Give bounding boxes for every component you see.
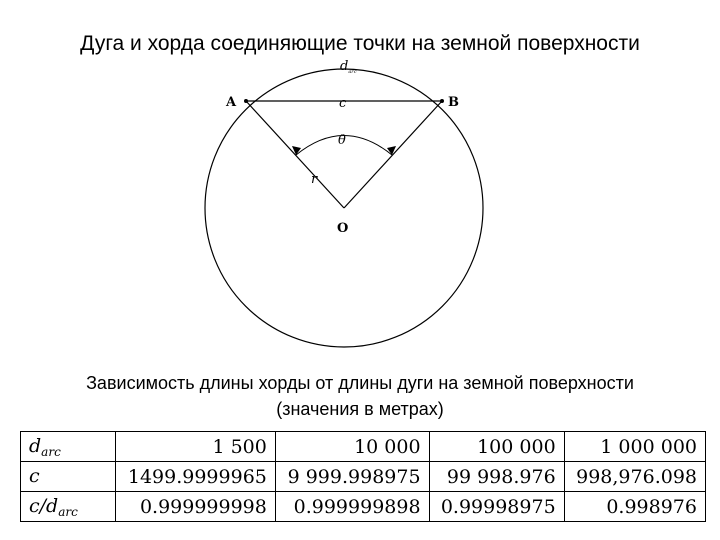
arc-chord-table	[20, 431, 706, 522]
page-title: Дуга и хорда соединяющие точки на земной поверхности	[80, 32, 640, 55]
table-cell: 0.999999898	[275, 492, 429, 522]
point-a-label: A	[226, 95, 237, 110]
table-cell: 99 998.976	[429, 462, 564, 492]
table-cell: 1 000 000	[564, 432, 705, 462]
table-cell: 0.998976	[564, 492, 705, 522]
table-cell: 998,976.098	[564, 462, 705, 492]
table-cell: 100 000	[429, 432, 564, 462]
row-header: $d_{arc}$	[21, 432, 116, 462]
table-cell: 10 000	[275, 432, 429, 462]
table-caption-line2: (значения в метрах)	[276, 399, 444, 419]
table-caption	[0, 370, 720, 422]
table-cell: 0.999999998	[116, 492, 276, 522]
chord-label: c	[339, 96, 347, 111]
table-cell: 0.99998975	[429, 492, 564, 522]
table-cell: 9 999.998975	[275, 462, 429, 492]
angle-arrowhead-right	[387, 146, 396, 155]
angle-arrowhead-left	[292, 146, 301, 155]
table-row	[21, 492, 706, 522]
row-header: c	[21, 462, 116, 492]
table-row	[21, 462, 706, 492]
point-b	[440, 99, 444, 103]
point-b-label: B	[448, 95, 459, 110]
table-row	[21, 432, 706, 462]
table-cell: 1499.9999965	[116, 462, 276, 492]
table-caption-line1: Зависимость длины хорды от длины дуги на земной поверхности	[86, 373, 634, 393]
point-a	[244, 99, 248, 103]
center-label: O	[337, 221, 349, 236]
angle-label: θ	[338, 133, 346, 148]
table-cell: 1 500	[116, 432, 276, 462]
arc-label: $d_{arc}$	[340, 59, 357, 75]
row-header: $c/d_{arc}$	[21, 492, 116, 522]
radius-line-a	[246, 101, 344, 208]
radius-line-b	[344, 101, 442, 208]
radius-label: r	[311, 172, 318, 187]
